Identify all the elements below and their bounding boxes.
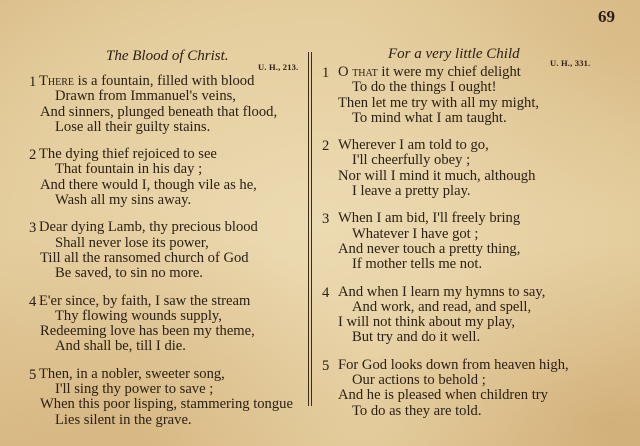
stanza-number: 5	[29, 366, 37, 383]
stanza-line: And when I learn my hymns to say,	[338, 283, 546, 300]
stanza-number: 3	[29, 220, 37, 237]
stanza-line: That fountain in his day ;	[55, 161, 203, 178]
stanza-line: If mother tells me not.	[352, 256, 483, 273]
stanza-1	[0, 74, 305, 135]
stanza-number: 4	[29, 293, 37, 310]
stanza-line: And never touch a pretty thing,	[338, 240, 521, 257]
stanza-line: Till all the ransomed church of God	[40, 249, 249, 266]
stanza-line: Then let me try with all my might,	[338, 94, 540, 111]
hymn-reference: U. H., 213.	[258, 62, 299, 72]
stanza-line: Lies silent in the grave.	[55, 411, 192, 428]
stanza-line: And there would I, though vile as he,	[40, 176, 257, 193]
stanza-line: I will not think about my play,	[338, 314, 515, 331]
stanza-line: When I am bid, I'll freely bring	[338, 210, 521, 227]
stanza-line: Shall never lose its power,	[55, 234, 209, 251]
stanza-line: E'er since, by faith, I saw the stream	[39, 292, 251, 309]
stanza-line: Wash all my sins away.	[55, 192, 192, 209]
stanza-line: There is a fountain, filled with blood	[39, 73, 255, 89]
stanza-3	[318, 211, 640, 272]
stanza-line: Lose all their guilty stains.	[55, 118, 211, 135]
stanza-line: Our actions to behold ;	[352, 372, 486, 389]
stanza-line: To mind what I am taught.	[352, 109, 507, 126]
stanza-line: I'll cheerfully obey ;	[352, 152, 471, 169]
stanza-4	[318, 285, 640, 346]
stanza-line: And sinners, plunged beneath that flood,	[40, 103, 278, 120]
stanza-5	[0, 367, 305, 428]
first-word-small-caps: O that	[338, 64, 378, 80]
stanza-line: I leave a pretty play.	[352, 183, 471, 200]
stanza-line: O that it were my chief delight	[338, 64, 521, 80]
stanza-3	[0, 220, 305, 281]
stanza-1	[318, 65, 640, 126]
stanza-line: Then, in a nobler, sweeter song,	[39, 365, 225, 382]
stanza-line: When this poor lisping, stammering tongue	[40, 396, 293, 413]
stanza-line: For God looks down from heaven high,	[338, 356, 569, 373]
stanza-number: 1	[322, 65, 330, 81]
stanza-5	[318, 358, 640, 419]
hymn-title: For a very little Child	[388, 46, 520, 62]
hymn-title: The Blood of Christ.	[106, 48, 229, 64]
stanza-line: Dear dying Lamb, thy precious blood	[39, 219, 258, 236]
stanza-number: 3	[322, 211, 330, 228]
stanza-line: And work, and read, and spell,	[352, 298, 532, 315]
stanza-line: Drawn from Immanuel's veins,	[55, 88, 236, 105]
stanza-2	[318, 138, 640, 199]
stanza-line: But try and do it well.	[352, 329, 481, 346]
stanza-line: The dying thief rejoiced to see	[39, 146, 217, 163]
stanza-number: 1	[29, 74, 37, 90]
page-number: 69	[598, 7, 615, 26]
hymn-reference: U. H., 331.	[550, 58, 591, 68]
stanza-line: To do as they are told.	[352, 402, 482, 419]
first-word-small-caps: There	[39, 73, 75, 89]
stanza-line: Thy flowing wounds supply,	[55, 307, 222, 324]
stanza-line: Redeeming love has been my theme,	[40, 323, 255, 340]
stanza-number: 4	[322, 284, 330, 301]
stanza-line: Wherever I am told to go,	[338, 137, 489, 154]
stanza-line: Be saved, to sin no more.	[55, 265, 203, 282]
stanza-2	[0, 147, 305, 208]
stanza-number: 2	[322, 138, 330, 155]
stanza-number: 2	[29, 147, 37, 164]
column-divider-double-rule	[308, 52, 312, 406]
stanza-4	[0, 294, 305, 355]
stanza-line: Whatever I have got ;	[352, 225, 479, 242]
stanza-line: To do the things I ought!	[352, 79, 497, 96]
stanza-line: Nor will I mind it much, although	[338, 167, 536, 184]
stanza-line: And he is pleased when children try	[338, 387, 548, 404]
stanza-number: 5	[322, 357, 330, 374]
stanza-line: And shall be, till I die.	[55, 338, 186, 355]
stanza-line: I'll sing thy power to save ;	[55, 381, 214, 398]
